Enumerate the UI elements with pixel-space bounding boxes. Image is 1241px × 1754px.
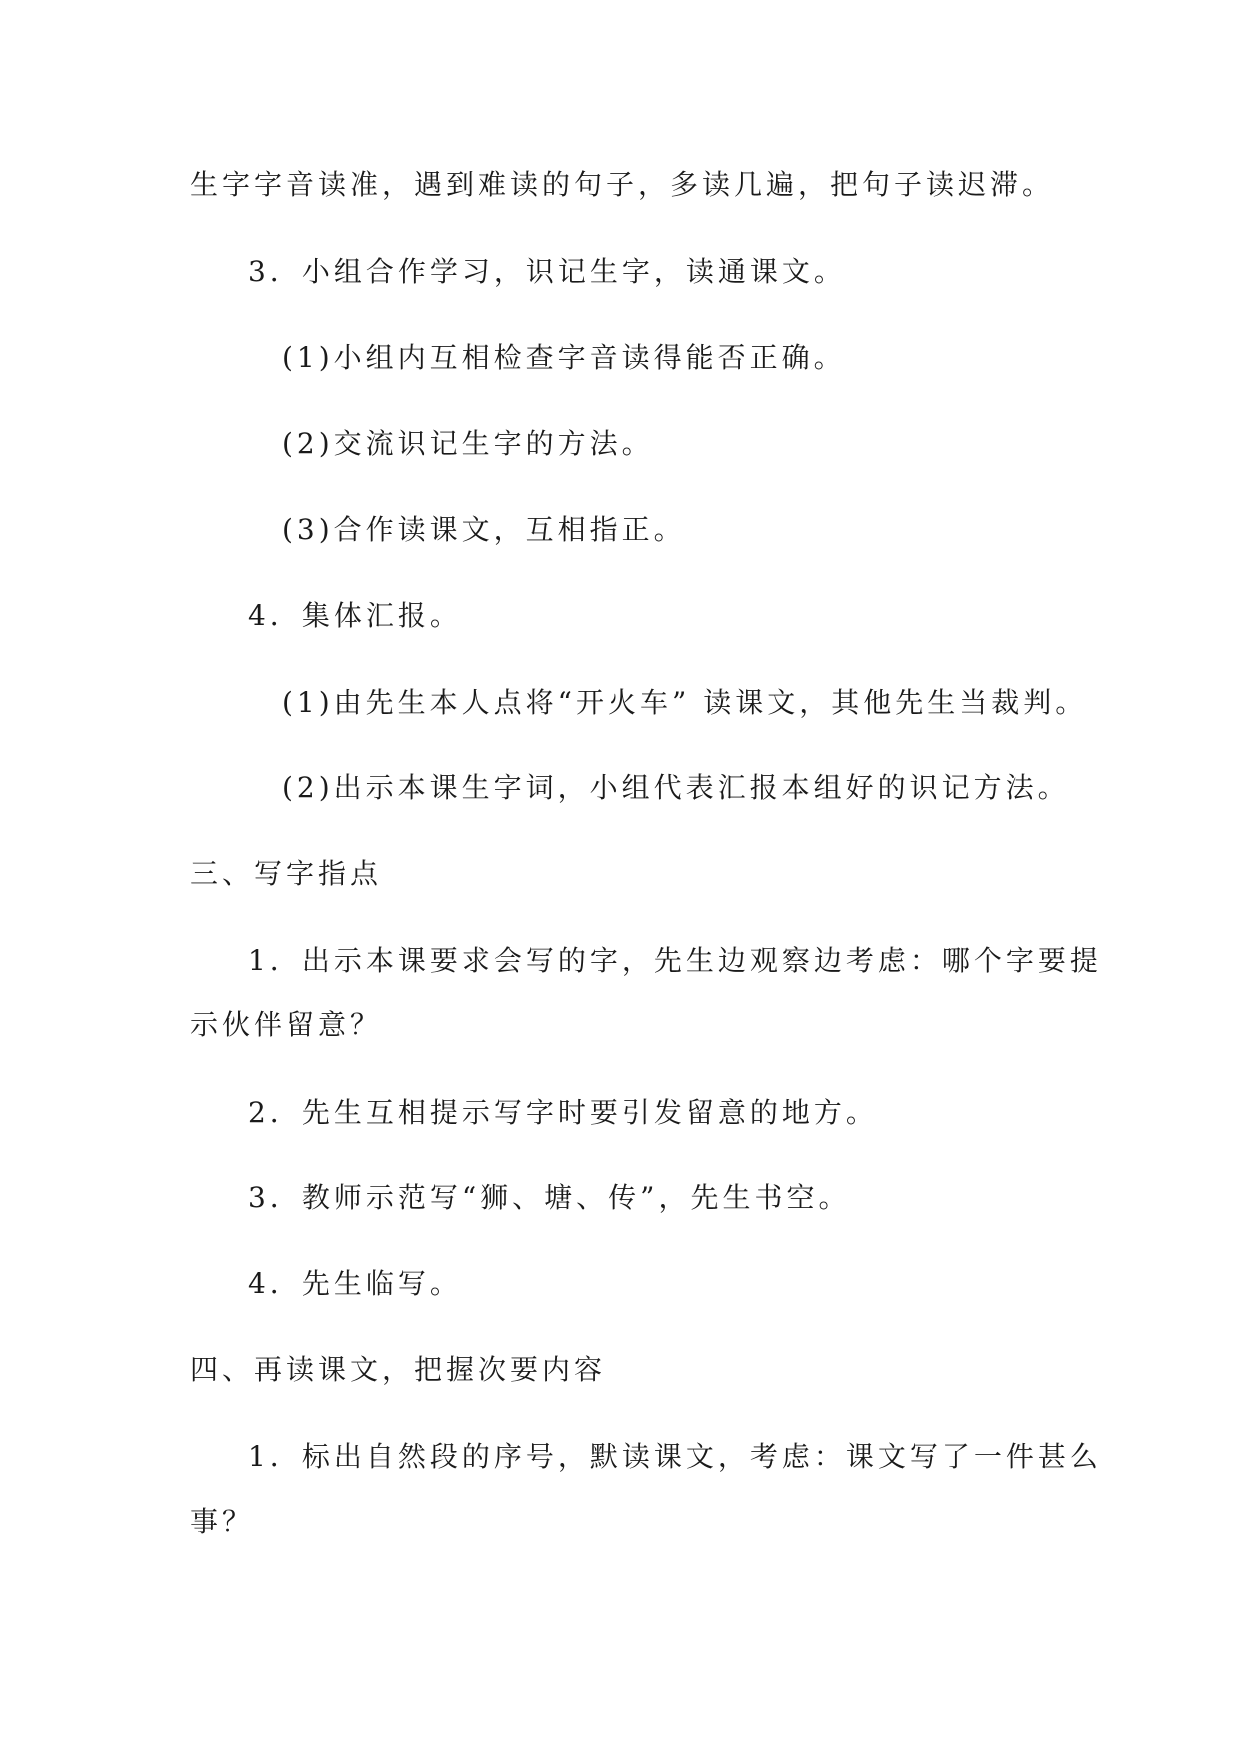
step-3-group-study: 3．小组合作学习，识记生字，读通课文。 xyxy=(248,255,846,288)
step-4-collective-report: 4．集体汇报。 xyxy=(248,599,462,632)
paragraph-continuation-line: 生字字音读准，遇到难读的句子，多读几遍，把句子读迟滞。 xyxy=(190,168,1055,201)
substep-check-pronunciation: (1)小组内互相检查字音读得能否正确。 xyxy=(282,341,846,374)
writing-step-2: 2．先生互相提示写字时要引发留意的地方。 xyxy=(248,1096,878,1129)
section-heading-writing: 三、写字指点 xyxy=(190,857,383,890)
writing-step-4: 4．先生临写。 xyxy=(248,1267,462,1300)
substep-show-new-words: (2)出示本课生字词，小组代表汇报本组好的识记方法。 xyxy=(282,771,1070,804)
substep-share-methods: (2)交流识记生字的方法。 xyxy=(282,427,654,460)
substep-read-together: (3)合作读课文，互相指正。 xyxy=(282,513,686,546)
reread-step-1-line-2: 事？ xyxy=(190,1505,255,1538)
writing-step-3: 3．教师示范写“狮、塘、传”，先生书空。 xyxy=(248,1181,851,1214)
writing-step-1-line-2: 示伙伴留意？ xyxy=(190,1008,383,1041)
section-heading-reread: 四、再读课文，把握次要内容 xyxy=(190,1353,607,1386)
substep-train-reading: (1)由先生本人点将“开火车” 读课文，其他先生当裁判。 xyxy=(282,686,1088,719)
writing-step-1-line-1: 1．出示本课要求会写的字，先生边观察边考虑：哪个字要提 xyxy=(248,944,1102,977)
reread-step-1-line-1: 1．标出自然段的序号，默读课文，考虑：课文写了一件甚么 xyxy=(248,1440,1102,1473)
